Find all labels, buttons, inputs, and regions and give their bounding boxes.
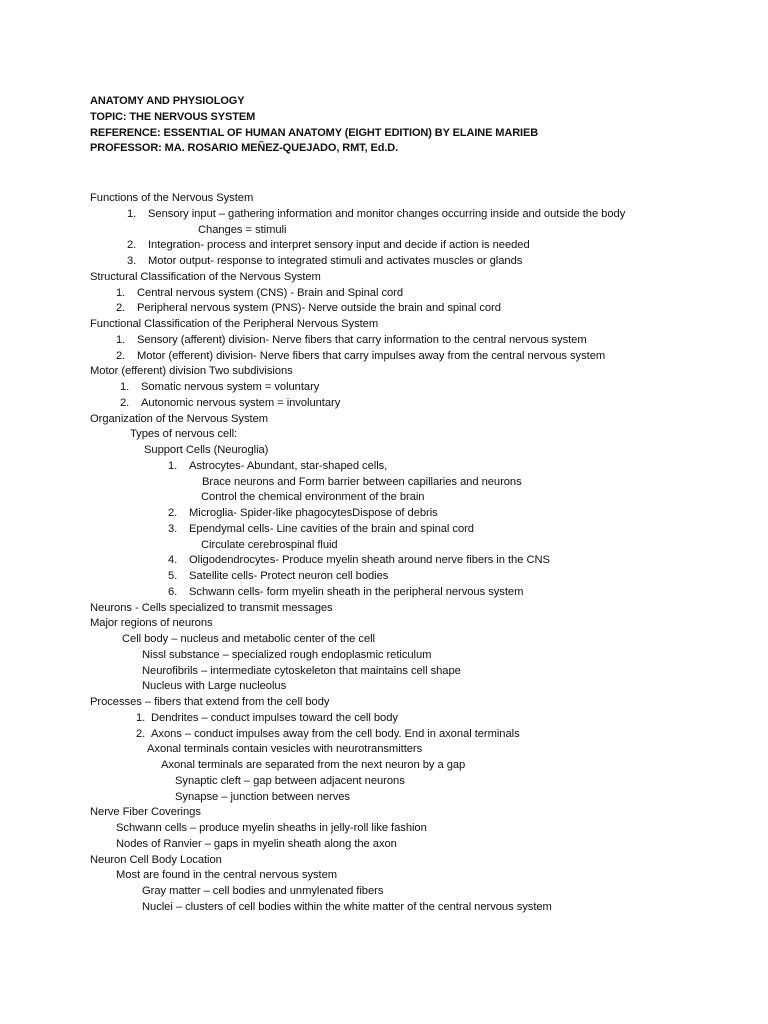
sub-line: Nissl substance – specialized rough endoplasmic reticulum xyxy=(142,648,432,661)
document-body xyxy=(90,191,625,916)
item-number: 1. xyxy=(116,333,126,346)
item-text: Oligodendrocytes- Produce myelin sheath around nerve fibers in the CNS xyxy=(189,554,550,567)
sub-heading: Support Cells (Neuroglia) xyxy=(144,444,269,456)
sub-line: Nodes of Ranvier – gaps in myelin sheath along the axon xyxy=(116,837,397,850)
item-text: Schwann cells- form myelin sheath in the peripheral nervous system xyxy=(189,585,524,598)
sub-line: Synapse – junction between nerves xyxy=(175,790,350,803)
course-title: ANATOMY AND PHYSIOLOGY xyxy=(90,95,245,107)
item-text: Ependymal cells- Line cavities of the brain and spinal cord xyxy=(189,522,474,535)
sub-line: Brace neurons and Form barrier between capillaries and neurons xyxy=(202,475,522,488)
sub-heading: Types of nervous cell: xyxy=(130,428,238,441)
item-text: Sensory (afferent) division- Nerve fibers that carry information to the central nervous system xyxy=(137,333,587,346)
section-heading: Neurons - Cells specialized to transmit messages xyxy=(90,601,333,614)
section-heading: Functional Classification of the Peripheral Nervous System xyxy=(90,318,379,330)
section-heading: Motor (efferent) division Two subdivisions xyxy=(90,365,293,378)
item-number: 1. xyxy=(168,459,178,472)
item-number: 2. xyxy=(127,239,137,252)
item-text: Satellite cells- Protect neuron cell bodies xyxy=(189,570,389,582)
list-item xyxy=(90,506,625,522)
item-number: 2. xyxy=(168,507,178,519)
document-header xyxy=(90,94,538,157)
item-text: Motor output- response to integrated stimuli and activates muscles or glands xyxy=(148,255,523,267)
list-item xyxy=(90,333,625,349)
sub-line: Axonal terminals are separated from the next neuron by a gap xyxy=(161,759,466,771)
item-number: 2. xyxy=(116,302,126,315)
list-item xyxy=(90,238,625,254)
section-heading: Neuron Cell Body Location xyxy=(90,853,222,866)
sub-line: Control the chemical environment of the brain xyxy=(201,491,425,504)
section-heading: Structural Classification of the Nervous System xyxy=(90,270,321,283)
sub-line: Changes = stimuli xyxy=(198,223,287,236)
reference-line: REFERENCE: ESSENTIAL OF HUMAN ANATOMY (EIGHT EDITION) BY ELAINE MARIEB xyxy=(90,126,539,139)
item-number: 1. xyxy=(120,381,130,393)
item-text: Autonomic nervous system = involuntary xyxy=(141,396,341,409)
item-text: Dendrites – conduct impulses toward the cell body xyxy=(151,711,398,724)
item-text: Microglia- Spider-like phagocytesDispose of debris xyxy=(189,507,438,519)
item-number: 1. xyxy=(136,711,146,724)
topic-line: TOPIC: THE NERVOUS SYSTEM xyxy=(90,110,256,123)
list-item xyxy=(90,301,625,317)
item-text: Astrocytes- Abundant, star-shaped cells, xyxy=(189,459,388,472)
section-heading: Processes – fibers that extend from the cell body xyxy=(90,696,330,708)
item-number: 3. xyxy=(168,522,178,535)
item-number: 4. xyxy=(168,554,178,567)
item-number: 5. xyxy=(168,570,178,582)
section-heading: Organization of the Nervous System xyxy=(90,412,269,425)
sub-line: Neurofibrils – intermediate cytoskeleton that maintains cell shape xyxy=(142,664,461,677)
list-item xyxy=(90,569,625,585)
sub-heading: Most are found in the central nervous system xyxy=(116,869,338,882)
item-text: Motor (efferent) division- Nerve fibers that carry impulses away from the central nervous system xyxy=(137,349,606,362)
sub-line: Axonal terminals contain vesicles with neurotransmitters xyxy=(147,743,423,756)
sub-line: Gray matter – cell bodies and unmylenated fibers xyxy=(142,885,384,897)
list-item xyxy=(90,207,625,223)
list-item xyxy=(90,380,625,396)
list-item xyxy=(90,585,625,601)
item-number: 6. xyxy=(168,585,178,598)
item-number: 2. xyxy=(136,727,146,740)
list-item xyxy=(90,553,625,569)
section-heading: Major regions of neurons xyxy=(90,617,213,630)
sub-line: Circulate cerebrospinal fluid xyxy=(201,538,338,551)
list-item xyxy=(90,396,625,412)
item-text: Integration- process and interpret sensory input and decide if action is needed xyxy=(148,239,530,252)
list-item xyxy=(90,522,625,538)
item-number: 2. xyxy=(116,349,126,362)
section-heading: Nerve Fiber Coverings xyxy=(90,806,201,819)
item-text: Peripheral nervous system (PNS)- Nerve outside the brain and spinal cord xyxy=(137,302,501,315)
item-number: 1. xyxy=(116,286,126,299)
list-item xyxy=(90,459,625,475)
item-text: Axons – conduct impulses away from the cell body. End in axonal terminals xyxy=(151,727,520,740)
list-item xyxy=(90,254,625,270)
list-item xyxy=(90,286,625,302)
sub-line: Nuclei – clusters of cell bodies within the white matter of the central nervous system xyxy=(142,900,552,913)
item-text: Central nervous system (CNS) - Brain and Spinal cord xyxy=(137,286,404,299)
item-text: Sensory input – gathering information and monitor changes occurring inside and outside the body xyxy=(148,207,626,220)
sub-line: Nucleus with Large nucleolus xyxy=(142,680,287,693)
item-number: 2. xyxy=(120,396,130,409)
section-heading: Functions of the Nervous System xyxy=(90,192,254,204)
sub-line: Schwann cells – produce myelin sheaths in jelly-roll like fashion xyxy=(116,822,427,834)
list-item xyxy=(90,727,625,743)
professor-line: PROFESSOR: MA. ROSARIO MEÑEZ-QUEJADO, RMT, Ed.D. xyxy=(90,142,399,155)
sub-line: Synaptic cleft – gap between adjacent neurons xyxy=(175,774,405,787)
item-text: Somatic nervous system = voluntary xyxy=(141,381,320,393)
list-item xyxy=(90,711,625,727)
item-number: 3. xyxy=(127,255,137,267)
item-number: 1. xyxy=(127,207,137,220)
sub-heading: Cell body – nucleus and metabolic center of the cell xyxy=(122,633,375,645)
list-item xyxy=(90,349,625,365)
